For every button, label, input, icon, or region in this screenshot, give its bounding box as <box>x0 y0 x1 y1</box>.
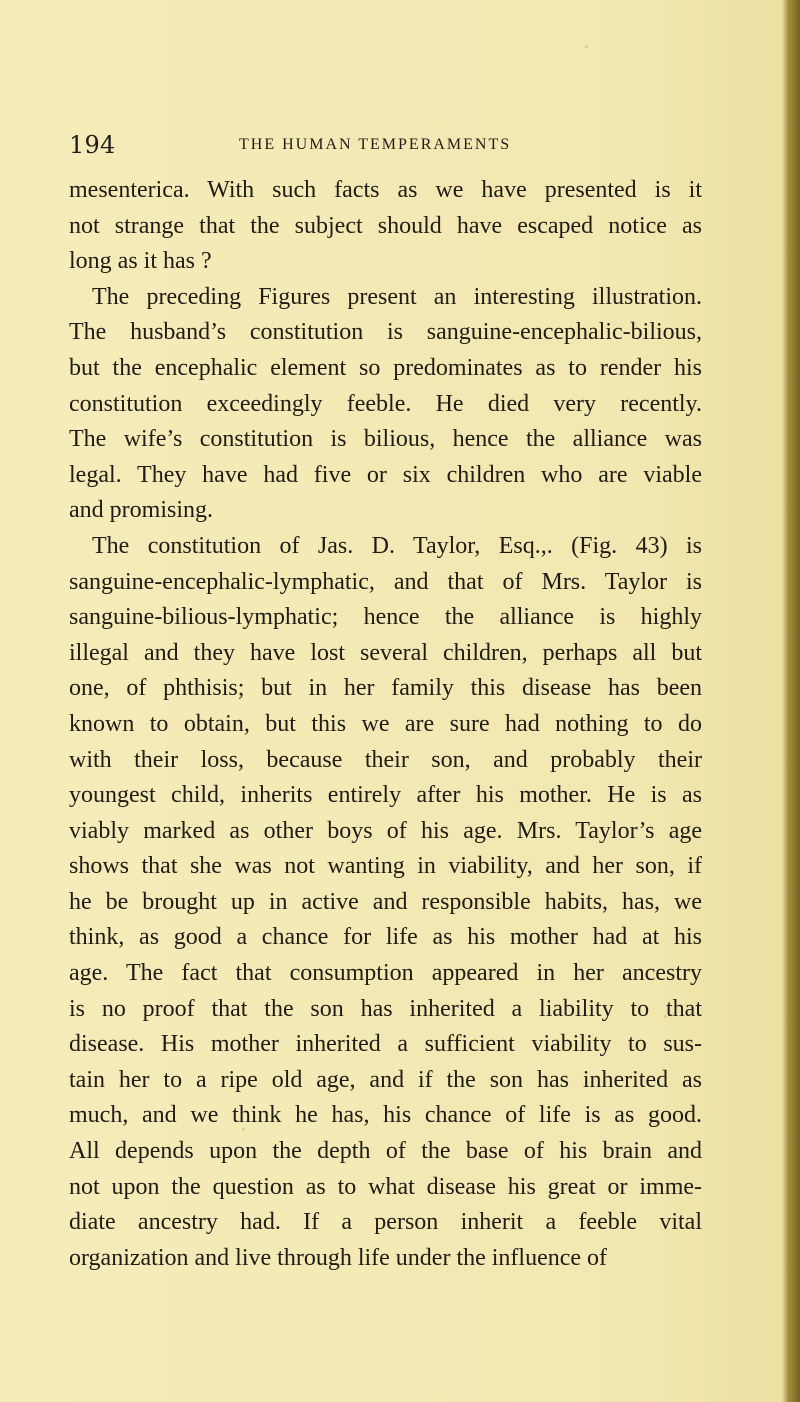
text-line: age. The fact that consumption appeared in her ancestry <box>69 960 702 987</box>
text-line: sanguine-encephalic-lymphatic, and that of Mrs. Taylor is <box>69 568 702 595</box>
text-line: not strange that the subject should have escaped notice as <box>69 212 702 239</box>
text-line: is no proof that the son has inherited a liability to that <box>69 995 702 1022</box>
text-line: sanguine-bilious-lymphatic; hence the alliance is highly <box>69 604 702 631</box>
text-line: viably marked as other boys of his age. Mrs. Taylor’s age <box>69 817 702 844</box>
text-line: tain her to a ripe old age, and if the son has inherited as <box>69 1066 702 1093</box>
body-text <box>69 173 702 1276</box>
text-line: diate ancestry had. If a person inherit a feeble vital <box>69 1209 702 1236</box>
page-binding-edge <box>782 0 800 1402</box>
paper-speck <box>585 45 588 48</box>
text-line: think, as good a chance for life as his mother had at his <box>69 924 702 951</box>
text-line: The constitution of Jas. D. Taylor, Esq.,. (Fig. 43) is <box>92 532 702 559</box>
text-line: disease. His mother inherited a sufficient viability to sus- <box>69 1031 702 1058</box>
text-line: much, and we think he has, his chance of life is as good. <box>69 1102 702 1129</box>
text-line: The preceding Figures present an interesting illustration. <box>92 283 702 310</box>
text-line: not upon the question as to what disease his great or imme- <box>69 1173 702 1200</box>
text-line: youngest child, inherits entirely after his mother. He is as <box>69 782 702 809</box>
text-line: All depends upon the depth of the base of his brain and <box>69 1138 702 1165</box>
text-line: The wife’s constitution is bilious, hence the alliance was <box>69 426 702 453</box>
text-line: mesenterica. With such facts as we have presented is it <box>69 177 702 203</box>
page-header <box>69 133 689 163</box>
text-line: with their loss, because their son, and probably their <box>69 746 702 773</box>
running-head: THE HUMAN TEMPERAMENTS <box>239 136 512 153</box>
paragraph-2 <box>69 280 702 529</box>
text-line: shows that she was not wanting in viability, and her son, if <box>69 853 702 880</box>
text-line: legal. They have had five or six children who are viable <box>69 461 702 488</box>
text-line: known to obtain, but this we are sure had nothing to do <box>69 710 702 737</box>
text-line: he be brought up in active and responsible habits, has, we <box>69 888 702 915</box>
paragraph-3 <box>69 529 702 1276</box>
text-line: The husband’s constitution is sanguine-encephalic-bilious, <box>69 319 702 346</box>
text-line: organization and live through life under the influence of <box>69 1244 608 1271</box>
text-line: but the encephalic element so predominates as to render his <box>69 354 702 381</box>
paragraph-1 <box>69 173 702 280</box>
page-number: 194 <box>69 131 116 159</box>
text-line: illegal and they have lost several children, perhaps all but <box>69 639 702 666</box>
text-line: and promising. <box>69 497 213 524</box>
text-line: long as it has ? <box>69 248 212 275</box>
text-line: constitution exceedingly feeble. He died very recently. <box>69 390 702 417</box>
text-line: one, of phthisis; but in her family this disease has been <box>69 675 702 702</box>
